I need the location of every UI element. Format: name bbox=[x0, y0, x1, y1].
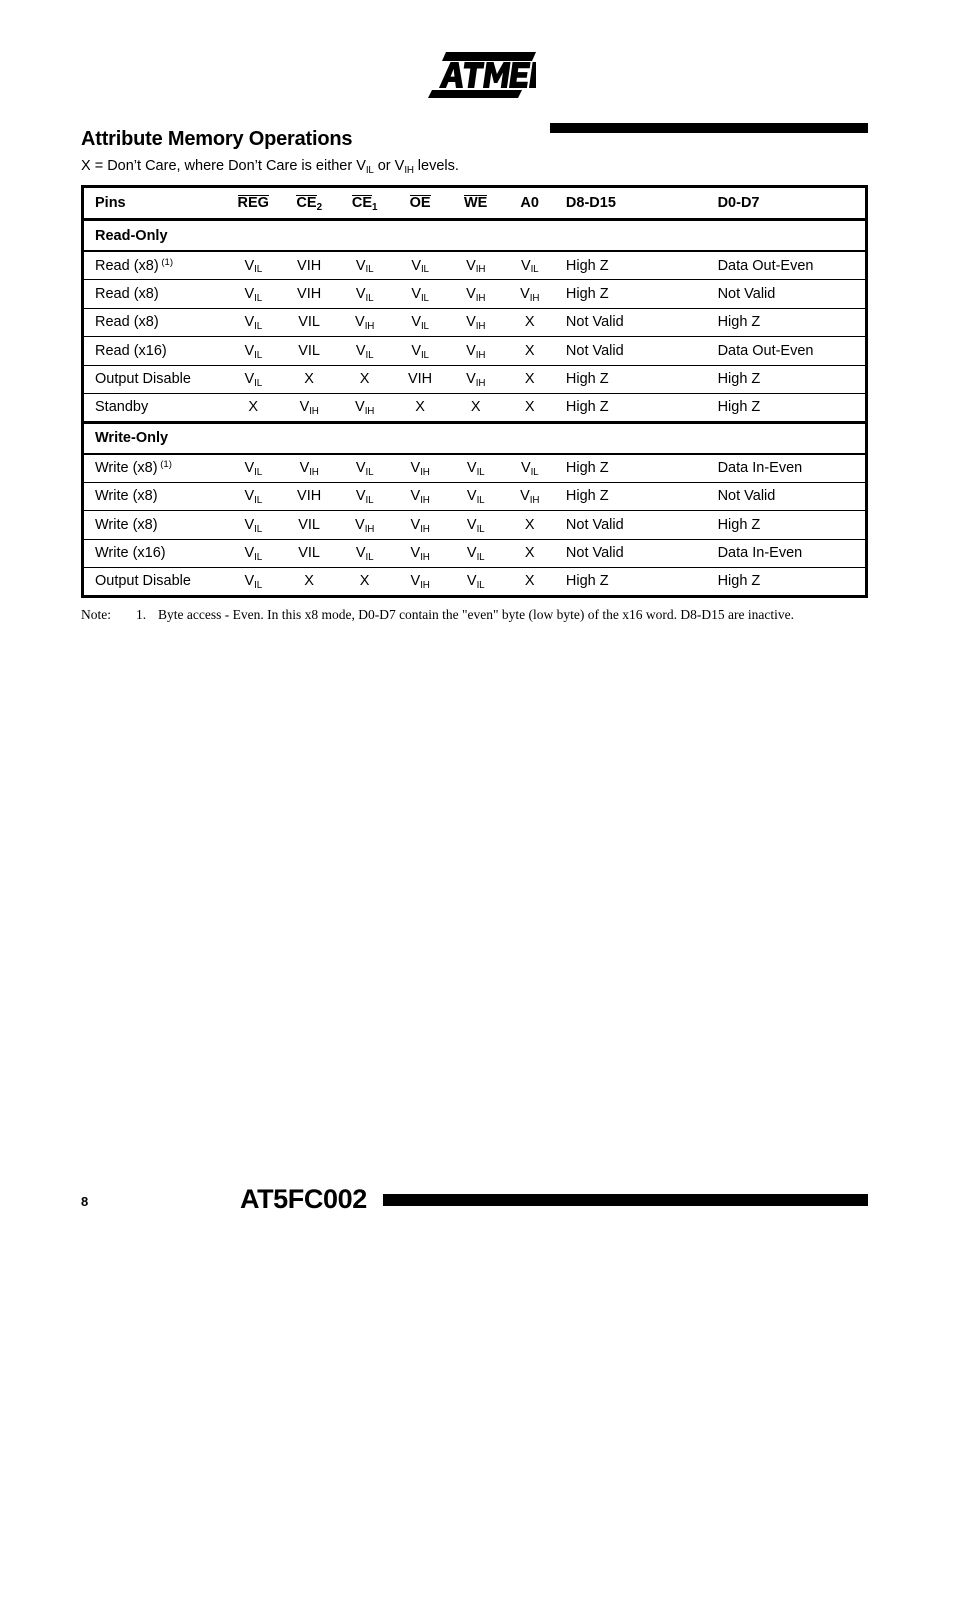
table-row bbox=[83, 454, 867, 483]
legend-part-b: or V bbox=[373, 158, 405, 174]
cell-d07: Data In-Even bbox=[708, 539, 867, 568]
row-label: Read (x16) bbox=[83, 337, 226, 366]
cell-ce1: $V_{IH}$ bbox=[337, 511, 392, 540]
table-row bbox=[83, 568, 867, 597]
column-header-pins: Pins bbox=[83, 187, 226, 220]
table-footnote bbox=[81, 607, 794, 623]
value-subscript: IH bbox=[420, 580, 430, 591]
cell-d07: Data In-Even bbox=[708, 454, 867, 483]
group-spacer bbox=[503, 220, 555, 252]
value-subscript: IH bbox=[475, 264, 486, 276]
cell-reg: $V_{IL}$ bbox=[225, 539, 281, 568]
cell-reg: $V_{IL}$ bbox=[225, 280, 281, 309]
table-row bbox=[83, 511, 867, 540]
column-header-ce2 bbox=[281, 187, 337, 220]
cell-ce2: $V_{IH}$ bbox=[281, 454, 337, 483]
cell-oe: $V_{IL}$ bbox=[392, 251, 448, 280]
cell-d815: Not Valid bbox=[556, 511, 708, 540]
value-subscript: IL bbox=[421, 264, 429, 276]
cell-reg: X bbox=[225, 394, 281, 423]
value-subscript: IL bbox=[365, 349, 374, 361]
cell-a0: X bbox=[503, 568, 555, 597]
cell-oe: $V_{IL}$ bbox=[392, 337, 448, 366]
cell-we: $V_{IL}$ bbox=[448, 539, 504, 568]
cell-oe: X bbox=[392, 394, 448, 423]
cell-ce1: X bbox=[337, 365, 392, 394]
table-row bbox=[83, 482, 867, 511]
table-row bbox=[83, 337, 867, 366]
footnote-text: Byte access - Even. In this x8 mode, D0-D7 contain the "even" byte (low byte) of the x16 word. D8-D15 are inactive. bbox=[158, 607, 794, 622]
cell-oe: $V_{IH}$ bbox=[392, 482, 448, 511]
cell-d815: High Z bbox=[556, 568, 708, 597]
value-subscript: IL bbox=[365, 466, 374, 478]
table-row bbox=[83, 280, 867, 309]
cell-oe: VIH bbox=[392, 365, 448, 394]
atmel-logo bbox=[428, 52, 536, 98]
cell-we: X bbox=[448, 394, 504, 423]
cell-ce2: VIL bbox=[281, 539, 337, 568]
cell-oe: $V_{IH}$ bbox=[392, 568, 448, 597]
value-subscript: IL bbox=[254, 321, 262, 332]
group-spacer bbox=[225, 422, 281, 454]
cell-d07: Not Valid bbox=[708, 280, 867, 309]
cell-oe: $V_{IH}$ bbox=[392, 539, 448, 568]
row-label: Read (x8) bbox=[83, 280, 226, 309]
group-label-write-only: Write-Only bbox=[83, 422, 226, 454]
value-subscript: IH bbox=[529, 495, 540, 506]
group-spacer bbox=[556, 220, 708, 252]
cell-oe: $V_{IH}$ bbox=[392, 511, 448, 540]
value-subscript: IH bbox=[475, 349, 486, 361]
table-row bbox=[83, 251, 867, 280]
cell-ce2: VIH bbox=[281, 482, 337, 511]
value-subscript: IL bbox=[476, 552, 485, 563]
cell-d815: Not Valid bbox=[556, 308, 708, 337]
table-header-row bbox=[83, 187, 867, 220]
cell-d07: High Z bbox=[708, 308, 867, 337]
cell-ce1: $V_{IH}$ bbox=[337, 308, 392, 337]
overline-label: CE bbox=[296, 194, 317, 211]
group-spacer bbox=[337, 422, 392, 454]
group-spacer bbox=[392, 422, 448, 454]
attribute-memory-operations-table bbox=[81, 185, 868, 598]
value-subscript: IL bbox=[365, 552, 374, 563]
value-subscript: IL bbox=[254, 552, 262, 563]
value-subscript: IL bbox=[530, 264, 539, 276]
cell-reg: $V_{IL}$ bbox=[225, 251, 281, 280]
footnote-marker: (1) bbox=[157, 459, 172, 471]
cell-d07: High Z bbox=[708, 365, 867, 394]
cell-ce2: VIH bbox=[281, 280, 337, 309]
table-row bbox=[83, 365, 867, 394]
value-subscript: IL bbox=[254, 495, 262, 506]
dont-care-legend bbox=[81, 158, 459, 174]
group-spacer bbox=[556, 422, 708, 454]
value-subscript: IH bbox=[420, 552, 430, 563]
table-row bbox=[83, 539, 867, 568]
cell-ce2: VIH bbox=[281, 251, 337, 280]
column-header-oe bbox=[392, 187, 448, 220]
atmel-logo-icon bbox=[428, 52, 536, 98]
cell-we: $V_{IH}$ bbox=[448, 251, 504, 280]
cell-we: $V_{IH}$ bbox=[448, 308, 504, 337]
row-label: Write (x8) bbox=[83, 511, 226, 540]
footnote-marker: (1) bbox=[158, 256, 174, 268]
value-subscript: IL bbox=[254, 264, 262, 276]
value-subscript: IH bbox=[309, 466, 319, 478]
table-body bbox=[83, 220, 867, 597]
cell-we: $V_{IL}$ bbox=[448, 454, 504, 483]
value-subscript: IH bbox=[420, 495, 430, 506]
cell-ce2: VIL bbox=[281, 511, 337, 540]
column-header-reg bbox=[225, 187, 281, 220]
cell-reg: $V_{IL}$ bbox=[225, 482, 281, 511]
value-subscript: IH bbox=[529, 292, 540, 304]
cell-d815: High Z bbox=[556, 365, 708, 394]
cell-reg: $V_{IL}$ bbox=[225, 511, 281, 540]
overline-label: WE bbox=[463, 194, 488, 211]
footnote-label: Note: bbox=[81, 607, 111, 622]
cell-a0: X bbox=[503, 337, 555, 366]
cell-a0: X bbox=[503, 365, 555, 394]
cell-ce1: X bbox=[337, 568, 392, 597]
value-subscript: IL bbox=[476, 580, 485, 591]
cell-reg: $V_{IL}$ bbox=[225, 337, 281, 366]
cell-reg: $V_{IL}$ bbox=[225, 365, 281, 394]
cell-d815: High Z bbox=[556, 280, 708, 309]
cell-d815: High Z bbox=[556, 251, 708, 280]
part-number: AT5FC002 bbox=[240, 1184, 367, 1214]
cell-d07: Data Out-Even bbox=[708, 337, 867, 366]
cell-ce2: VIL bbox=[281, 337, 337, 366]
cell-d815: Not Valid bbox=[556, 539, 708, 568]
page-header bbox=[0, 52, 971, 100]
cell-d815: High Z bbox=[556, 482, 708, 511]
cell-a0: X bbox=[503, 308, 555, 337]
value-subscript: IL bbox=[476, 466, 485, 478]
cell-d07: Data Out-Even bbox=[708, 251, 867, 280]
row-label: Standby bbox=[83, 394, 226, 423]
cell-oe: $V_{IL}$ bbox=[392, 280, 448, 309]
row-label: Read (x8) $^{(1)}$ bbox=[83, 251, 226, 280]
value-subscript: IH bbox=[420, 523, 430, 535]
overline-label: CE bbox=[351, 194, 373, 211]
column-header-subscript: 2 bbox=[316, 201, 322, 213]
cell-d07: High Z bbox=[708, 394, 867, 423]
overline-label: REG bbox=[237, 194, 269, 211]
group-spacer bbox=[281, 422, 337, 454]
table-row bbox=[83, 394, 867, 423]
cell-a0: $V_{IL}$ bbox=[503, 251, 555, 280]
legend-sub-il: IL bbox=[365, 164, 374, 176]
legend-part-a: X = Don’t Care, where Don’t Care is either V bbox=[81, 158, 366, 174]
column-header-subscript: 1 bbox=[372, 201, 378, 213]
cell-d815: Not Valid bbox=[556, 337, 708, 366]
cell-we: $V_{IH}$ bbox=[448, 337, 504, 366]
value-subscript: IL bbox=[254, 580, 262, 591]
cell-oe: $V_{IH}$ bbox=[392, 454, 448, 483]
footnote-number: 1. bbox=[136, 607, 147, 622]
cell-d07: High Z bbox=[708, 511, 867, 540]
value-subscript: IH bbox=[475, 292, 486, 304]
column-header-we bbox=[448, 187, 504, 220]
group-spacer bbox=[281, 220, 337, 252]
group-label-read-only: Read-Only bbox=[83, 220, 226, 252]
value-subscript: IL bbox=[476, 495, 485, 506]
cell-we: $V_{IH}$ bbox=[448, 365, 504, 394]
value-subscript: IL bbox=[254, 523, 262, 535]
column-header-a0: A0 bbox=[503, 187, 555, 220]
value-subscript: IL bbox=[254, 378, 262, 389]
cell-reg: $V_{IL}$ bbox=[225, 454, 281, 483]
cell-ce1: $V_{IL}$ bbox=[337, 454, 392, 483]
cell-we: $V_{IL}$ bbox=[448, 482, 504, 511]
cell-reg: $V_{IL}$ bbox=[225, 568, 281, 597]
cell-d07: High Z bbox=[708, 568, 867, 597]
table-head bbox=[83, 187, 867, 220]
cell-d815: High Z bbox=[556, 394, 708, 423]
value-subscript: IH bbox=[420, 466, 430, 478]
value-subscript: IH bbox=[364, 523, 375, 535]
cell-ce2: X bbox=[281, 568, 337, 597]
value-subscript: IL bbox=[530, 466, 539, 478]
value-subscript: IL bbox=[421, 321, 429, 332]
cell-ce2: X bbox=[281, 365, 337, 394]
value-subscript: IL bbox=[254, 292, 262, 304]
row-label: Write (x8) bbox=[83, 482, 226, 511]
cell-d815: High Z bbox=[556, 454, 708, 483]
cell-ce2: VIL bbox=[281, 308, 337, 337]
value-subscript: IH bbox=[475, 378, 486, 389]
cell-ce1: $V_{IL}$ bbox=[337, 280, 392, 309]
cell-we: $V_{IL}$ bbox=[448, 568, 504, 597]
cell-ce1: $V_{IL}$ bbox=[337, 337, 392, 366]
column-header-d815: D8-D15 bbox=[556, 187, 708, 220]
group-spacer bbox=[448, 422, 504, 454]
row-label: Write (x16) bbox=[83, 539, 226, 568]
value-subscript: IL bbox=[421, 292, 429, 304]
value-subscript: IH bbox=[309, 406, 319, 417]
group-spacer bbox=[708, 422, 867, 454]
header-rule bbox=[550, 123, 868, 133]
value-subscript: IH bbox=[364, 406, 375, 417]
group-spacer bbox=[448, 220, 504, 252]
table-row bbox=[83, 308, 867, 337]
value-subscript: IL bbox=[365, 264, 374, 276]
cell-we: $V_{IH}$ bbox=[448, 280, 504, 309]
cell-a0: $V_{IH}$ bbox=[503, 280, 555, 309]
legend-part-c: levels. bbox=[413, 158, 459, 174]
cell-a0: $V_{IL}$ bbox=[503, 454, 555, 483]
column-header-ce1 bbox=[337, 187, 392, 220]
cell-ce1: $V_{IL}$ bbox=[337, 539, 392, 568]
cell-ce1: $V_{IL}$ bbox=[337, 251, 392, 280]
cell-a0: $V_{IH}$ bbox=[503, 482, 555, 511]
group-spacer bbox=[503, 422, 555, 454]
footer-rule bbox=[383, 1194, 868, 1206]
value-subscript: IL bbox=[421, 349, 429, 361]
legend-sub-ih: IH bbox=[404, 164, 414, 176]
table-group-row bbox=[83, 220, 867, 252]
value-subscript: IL bbox=[365, 292, 374, 304]
group-spacer bbox=[225, 220, 281, 252]
column-header-d07: D0-D7 bbox=[708, 187, 867, 220]
cell-we: $V_{IL}$ bbox=[448, 511, 504, 540]
overline-label: OE bbox=[409, 194, 431, 211]
group-spacer bbox=[337, 220, 392, 252]
value-subscript: IH bbox=[364, 321, 375, 332]
row-label: Output Disable bbox=[83, 365, 226, 394]
group-spacer bbox=[708, 220, 867, 252]
value-subscript: IL bbox=[254, 349, 262, 361]
row-label: Read (x8) bbox=[83, 308, 226, 337]
value-subscript: IL bbox=[365, 495, 374, 506]
table-group-row bbox=[83, 422, 867, 454]
value-subscript: IL bbox=[476, 523, 485, 535]
cell-ce2: $V_{IH}$ bbox=[281, 394, 337, 423]
page-title: Attribute Memory Operations bbox=[81, 128, 353, 150]
cell-a0: X bbox=[503, 539, 555, 568]
cell-ce1: $V_{IH}$ bbox=[337, 394, 392, 423]
value-subscript: IH bbox=[475, 321, 486, 332]
row-label: Write (x8) $^{(1)}$ bbox=[83, 454, 226, 483]
cell-d07: Not Valid bbox=[708, 482, 867, 511]
cell-a0: X bbox=[503, 394, 555, 423]
cell-a0: X bbox=[503, 511, 555, 540]
cell-ce1: $V_{IL}$ bbox=[337, 482, 392, 511]
row-label: Output Disable bbox=[83, 568, 226, 597]
page-number: 8 bbox=[81, 1194, 89, 1209]
cell-oe: $V_{IL}$ bbox=[392, 308, 448, 337]
value-subscript: IL bbox=[254, 466, 262, 478]
cell-reg: $V_{IL}$ bbox=[225, 308, 281, 337]
group-spacer bbox=[392, 220, 448, 252]
